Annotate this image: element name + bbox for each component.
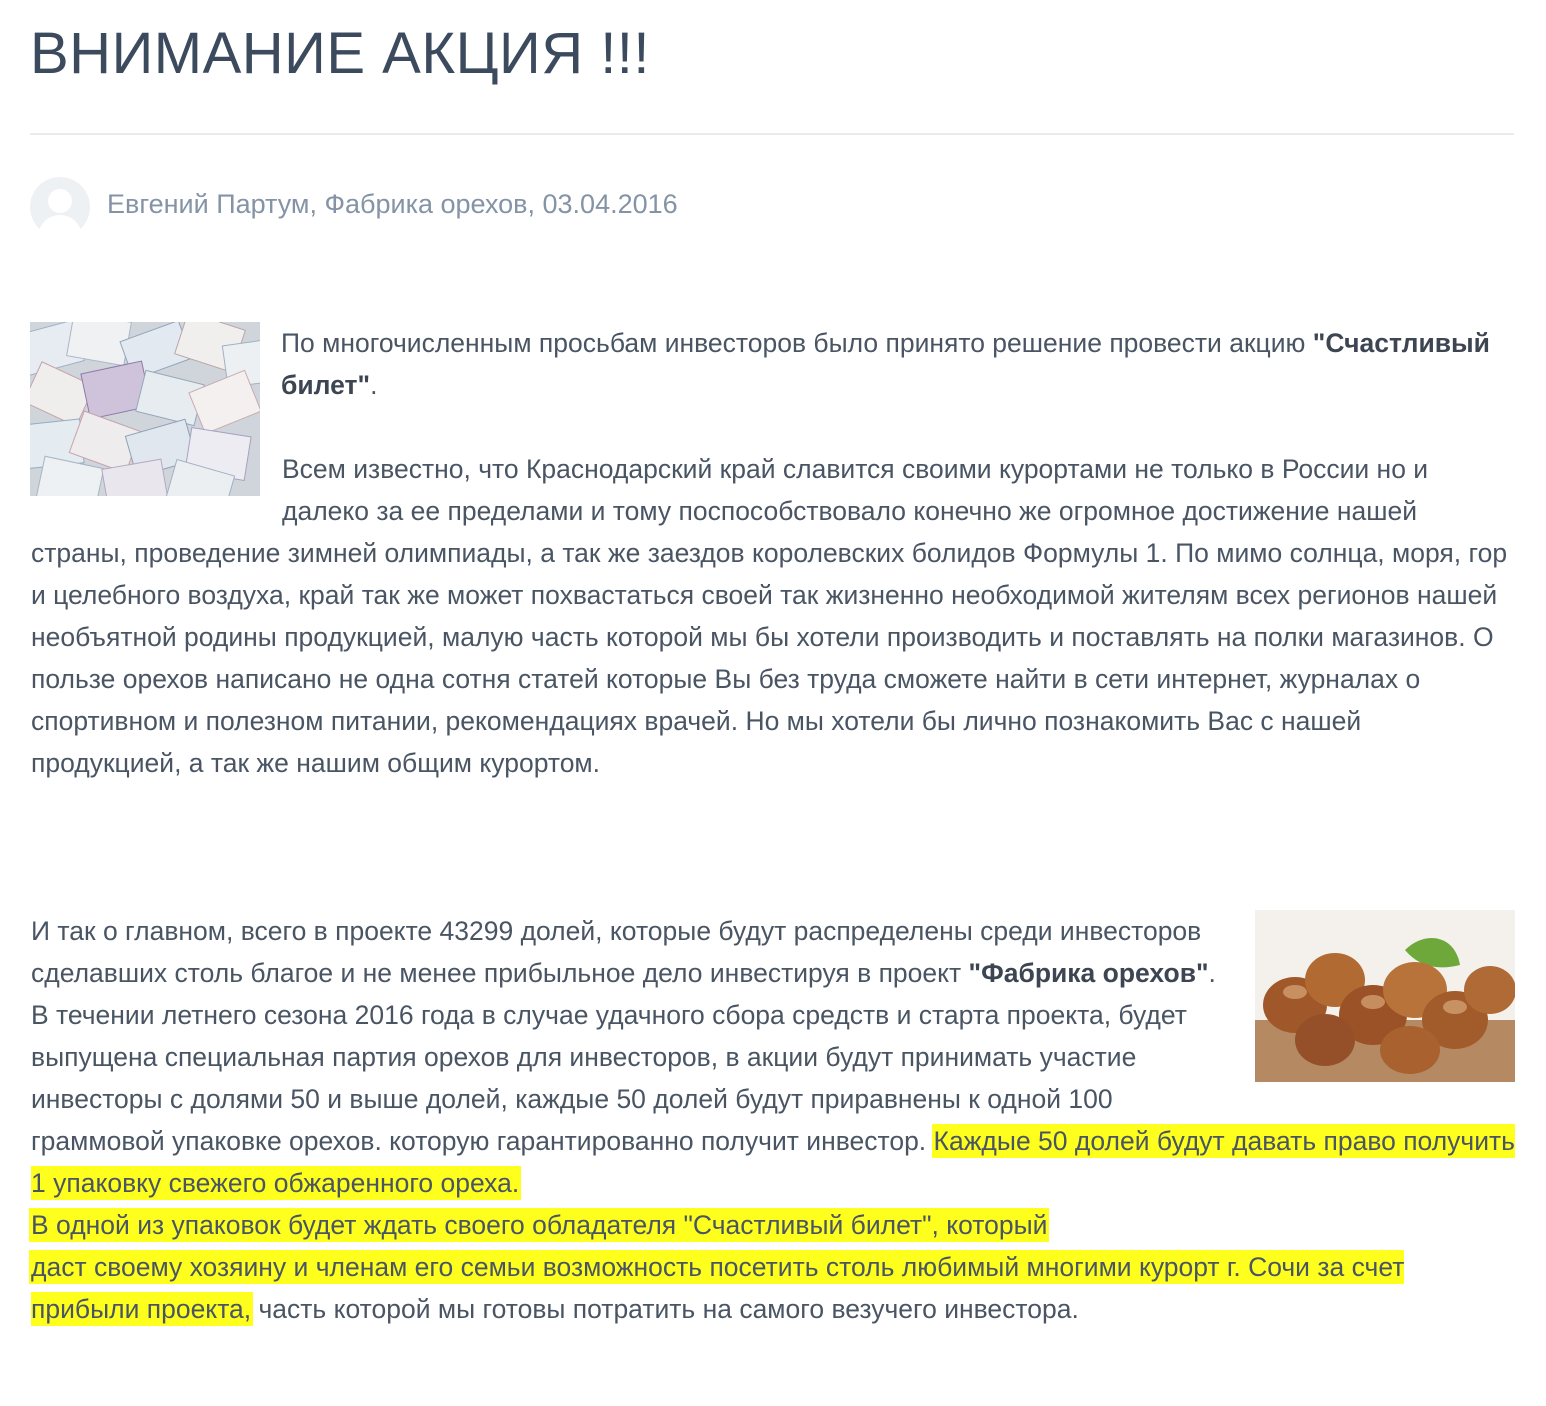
main-text-mid: . В течении летнего сезона 2016 года в случае удачного сбора средств и старта проекта, будет выпущена специальная партия орехов для инвесторов, в акции будут принимать участие инвесторы с долями 50 и выше долей, каждые 50 долей будут приравнены к одной 100 граммовой упаковке орехов. которую гарантированно получит инвестор.	[31, 958, 1216, 1156]
article-meta: Евгений Партум, Фабрика орехов, 03.04.2016	[107, 189, 678, 219]
avatar-shoulders	[38, 215, 82, 237]
author-avatar	[30, 177, 90, 237]
hazelnuts-illustration	[1255, 910, 1515, 1082]
highlight-line-3: даст своему хозяину и членам его семьи возможность посетить столь любимый многими курорт г. Сочи за счет прибыли проекта,	[31, 1252, 1405, 1324]
region-text: Всем известно, что Краснодарский край славится своими курортами не только в России но и далеко за ее пределами и тому поспособствовало конечно же огромное достижение нашей страны, проведение зимней олимпиады, а так же заездов королевских болидов Формулы 1. По мимо солнца, моря, гор и целебного воздуха, край так же может похвастаться своей так жизненно необходимой жителям всех регионов нашей необъятной родины продукцией, малую часть которой мы бы хотели производить и поставлять на полки магазинов. О пользе орехов написано не одна сотня статей которые Вы без труда сможете найти в сети интернет, журналах о спортивном и полезном питании, рекомендациях врачей. Но мы хотели бы лично познакомить Вас с нашей продукцией, а так же нашим общим курортом.	[31, 454, 1508, 778]
main-text-end: часть которой мы готовы потратить на самого везучего инвестора.	[251, 1294, 1079, 1324]
article-title: ВНИМАНИЕ АКЦИЯ !!!	[30, 21, 651, 86]
highlight-line-1: Каждые 50 долей будут давать право получить 1 упаковку свежего обжаренного ореха.	[31, 1126, 1515, 1198]
main-bold-project: "Фабрика орехов"	[968, 958, 1209, 988]
avatar-head	[48, 189, 72, 213]
title-divider	[30, 133, 1514, 135]
highlight-line-2: В одной из упаковок будет ждать своего обладателя "Счастливый билет", который	[31, 1210, 1048, 1240]
region-paragraph	[31, 448, 1515, 784]
hazelnuts-image	[1255, 910, 1515, 1082]
intro-end: .	[370, 370, 378, 400]
main-text-start: И так о главном, всего в проекте 43299 долей, которые будут распределены среди инвесторов сделавших столь благое и не менее прибыльное дело инвестируя в проект	[31, 916, 1202, 988]
intro-bold-promo: "Счастливый билет"	[281, 328, 1490, 400]
image-wrap-spacer	[31, 448, 282, 532]
intro-text: По многочисленным просьбам инвесторов было принято решение провести акцию	[281, 328, 1313, 358]
main-paragraph	[31, 910, 1515, 1330]
